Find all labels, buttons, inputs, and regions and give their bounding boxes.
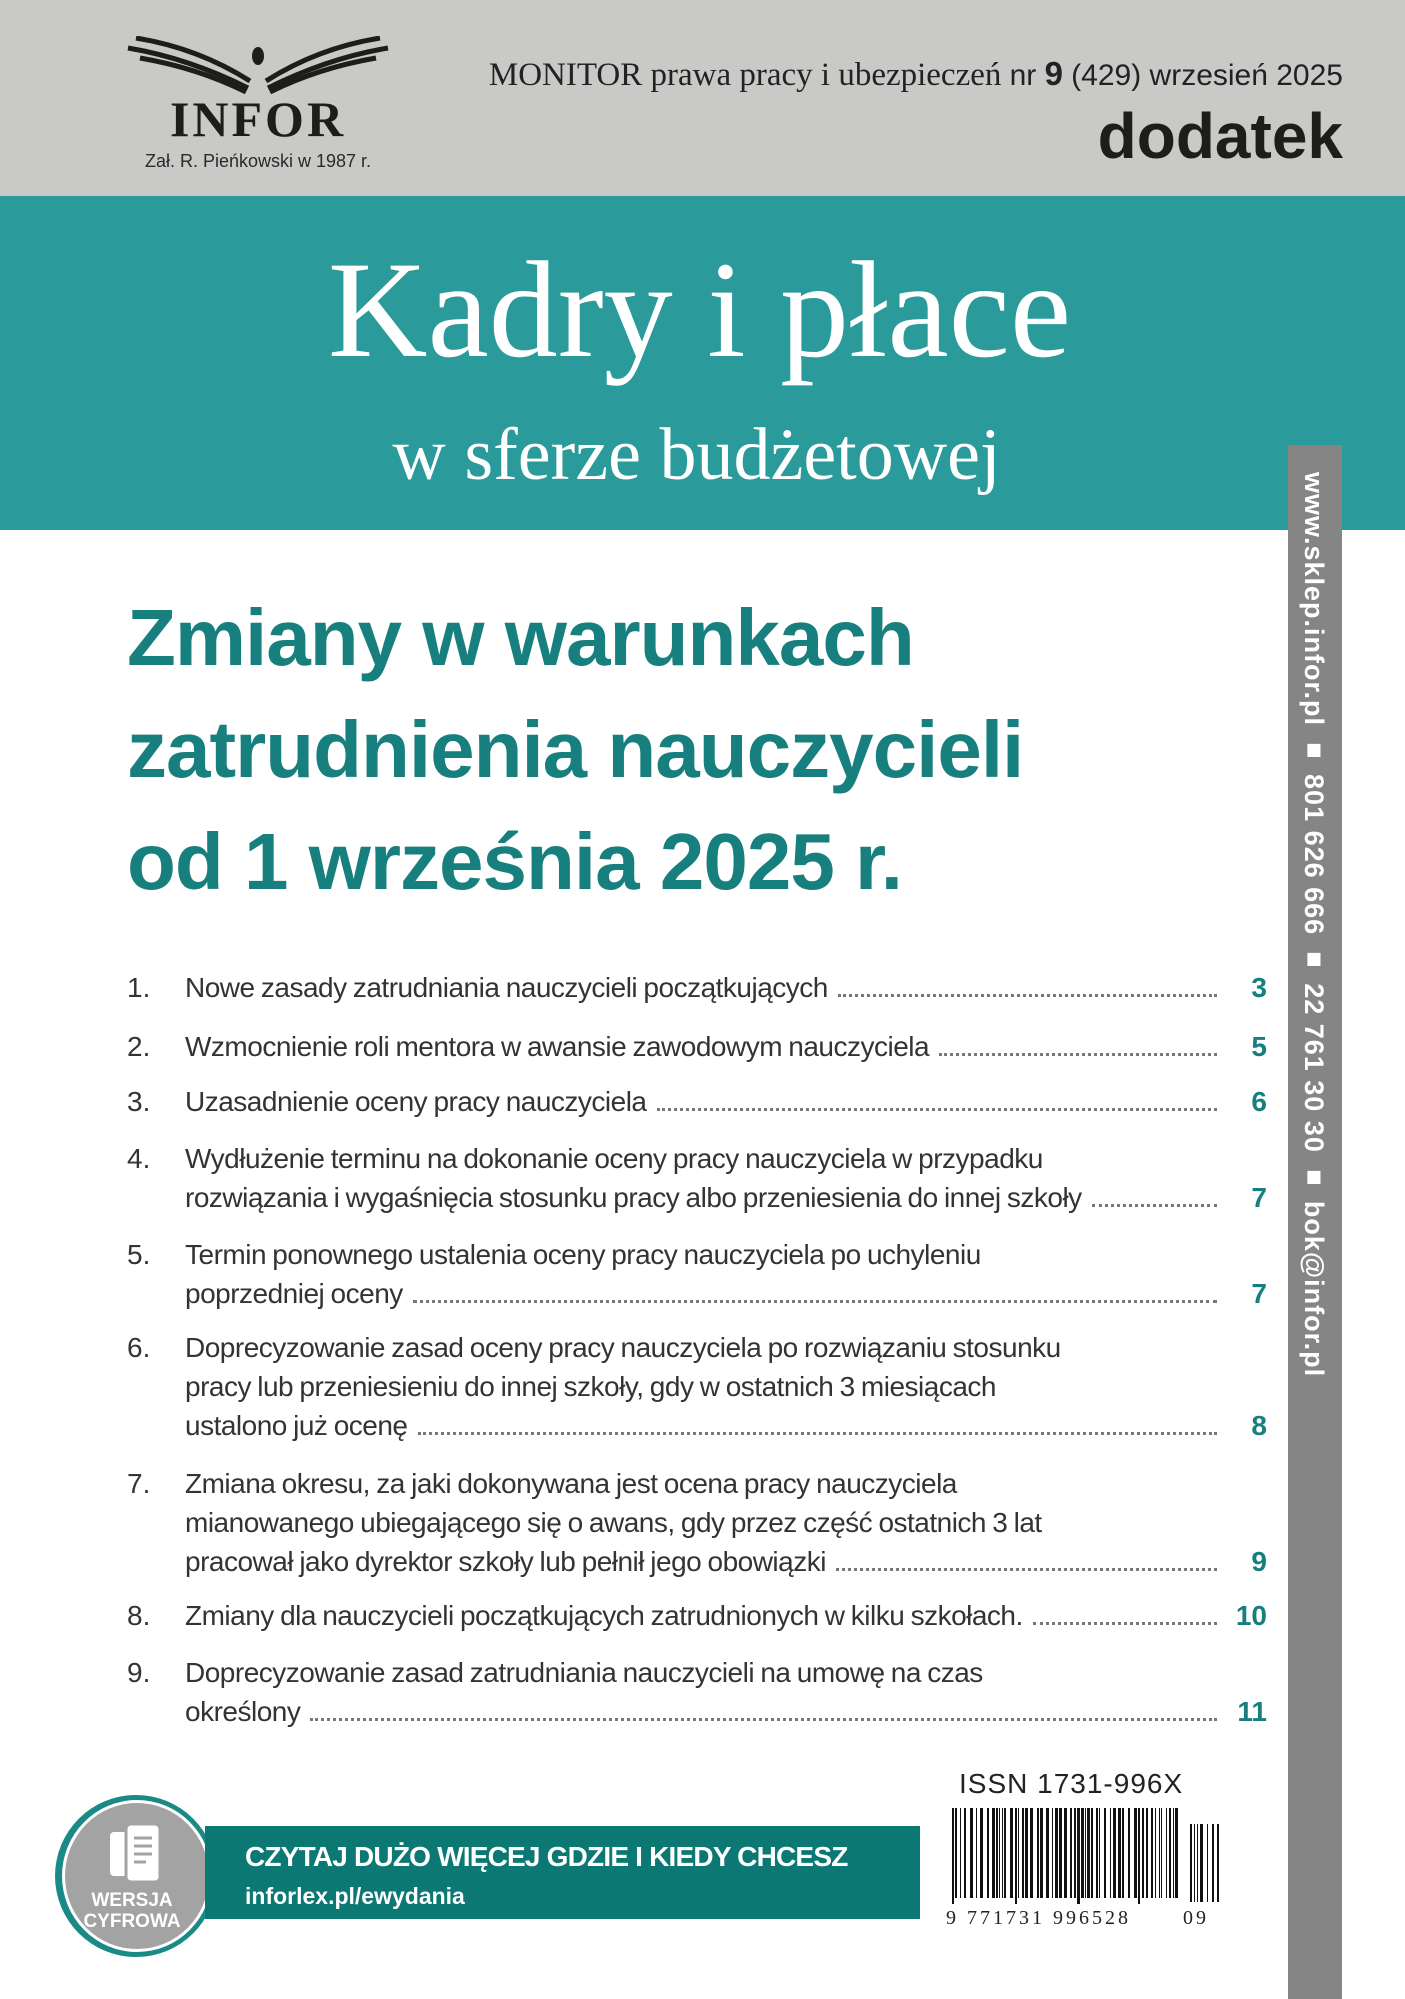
toc-line: Wydłużenie terminu na dokonanie oceny pracy nauczyciela w przypadku: [185, 1143, 1043, 1174]
digital-version-label: [62, 1890, 202, 1932]
infor-logo: [118, 36, 398, 176]
barcode-bar: [1207, 1824, 1208, 1902]
toc-line: Termin ponownego ustalenia oceny pracy nauczyciela po uchyleniu: [185, 1239, 981, 1270]
barcode-bar: [1091, 1808, 1093, 1898]
toc-number: 7.: [127, 1468, 151, 1499]
toc-line-text: rozwiązania i wygaśnięcia stosunku pracy albo przeniesienia do innej szkoły: [185, 1182, 1082, 1213]
barcode-bar: [1212, 1824, 1214, 1902]
barcode-bar: [1155, 1808, 1156, 1898]
dot-leader: [418, 1432, 1217, 1435]
toc-page-number: 3: [1251, 972, 1267, 1003]
toc-item[interactable]: [127, 1082, 1267, 1121]
barcode-bar: [992, 1808, 995, 1898]
devices-icon: [108, 1822, 168, 1884]
barcode-addon: 09: [1183, 1907, 1209, 1929]
toc-title: [185, 968, 1217, 1007]
toc-line: Doprecyzowanie zasad oceny pracy nauczyciela po rozwiązaniu stosunku: [185, 1332, 1061, 1363]
banner-text: CZYTAJ DUŻO WIĘCEJ GDZIE I KIEDY CHCESZ: [245, 1841, 848, 1872]
publication-line: [489, 55, 1343, 95]
barcode-bar: [1151, 1808, 1153, 1898]
toc-number: 8.: [127, 1600, 151, 1631]
toc-line: [185, 1542, 1217, 1581]
toc-line: [185, 1692, 1217, 1731]
dot-leader: [657, 1108, 1218, 1111]
barcode-bar: [1134, 1808, 1137, 1898]
digital-label-line: CYFROWA: [83, 1911, 181, 1932]
toc-line-text: określony: [185, 1696, 301, 1727]
supplement-label: dodatek: [1097, 100, 1343, 172]
toc-title: [185, 1596, 1217, 1635]
toc-page-number: 9: [1251, 1546, 1267, 1577]
barcode-bar: [1004, 1808, 1006, 1898]
issue-heading: [127, 582, 1023, 918]
toc-title: [185, 1464, 1217, 1581]
toc-page-number: 6: [1251, 1086, 1267, 1117]
barcode-bar: [1159, 1808, 1160, 1898]
barcode-bar: [1081, 1808, 1084, 1898]
barcode-bar: [1099, 1808, 1100, 1898]
barcode: [950, 1808, 1235, 1904]
toc-line: [185, 1406, 1217, 1445]
toc-number: 4.: [127, 1143, 151, 1174]
barcode-bar: [1030, 1808, 1033, 1898]
header: [0, 0, 1405, 196]
barcode-number: [946, 1906, 1209, 1930]
issue-number: 9: [1044, 55, 1063, 92]
barcode-bar: [1200, 1824, 1203, 1902]
toc-line: [185, 1596, 1217, 1635]
toc-title: [185, 1235, 1217, 1313]
toc-item[interactable]: [127, 1235, 1267, 1313]
barcode-bar: [1138, 1808, 1140, 1904]
barcode-bar: [1113, 1808, 1116, 1898]
toc-line: [185, 1082, 1217, 1121]
toc-page-number: 11: [1237, 1696, 1267, 1727]
barcode-bar: [1074, 1808, 1076, 1898]
barcode-bar: [1025, 1808, 1028, 1898]
toc-title: [185, 1082, 1217, 1121]
toc-line-text: Uzasadnienie oceny pracy nauczyciela: [185, 1086, 647, 1117]
toc-page-number: 5: [1251, 1031, 1267, 1062]
barcode-bar: [1104, 1808, 1106, 1898]
dot-leader: [838, 994, 1217, 997]
toc-line: [185, 1178, 1217, 1217]
toc-line: mianowanego ubiegającego się o awans, gdy przez część ostatnich 3 lat: [185, 1507, 1042, 1538]
heading-line: zatrudnienia nauczycieli: [127, 705, 1024, 794]
toc-number: 2.: [127, 1031, 151, 1062]
dot-leader: [413, 1300, 1217, 1303]
barcode-bar: [987, 1808, 989, 1898]
barcode-bar: [1190, 1824, 1192, 1902]
barcode-bar: [952, 1808, 954, 1904]
toc-page-number: 7: [1251, 1182, 1267, 1213]
issn: ISSN 1731-996X: [959, 1768, 1184, 1799]
barcode-digits: 9 771731 996528: [946, 1907, 1131, 1929]
barcode-bar: [999, 1808, 1000, 1898]
barcode-bar: [1128, 1808, 1130, 1898]
dot-leader: [310, 1718, 1217, 1721]
barcode-bar: [1142, 1808, 1144, 1898]
barcode-bar: [976, 1808, 977, 1898]
barcode-bar: [1002, 1808, 1003, 1898]
toc-number: 9.: [127, 1657, 151, 1688]
barcode-bar: [1018, 1808, 1019, 1898]
barcode-bar: [964, 1808, 966, 1898]
barcode-bar: [1087, 1808, 1090, 1898]
toc-line-text: ustalono już ocenę: [185, 1410, 408, 1441]
toc-title: [185, 1027, 1217, 1066]
barcode-bar: [1194, 1824, 1195, 1902]
logo-text: INFOR: [169, 91, 347, 147]
toc-item[interactable]: [127, 1027, 1267, 1066]
toc-line: [185, 1274, 1217, 1313]
barcode-bar: [980, 1808, 983, 1898]
toc-number: 3.: [127, 1086, 151, 1117]
barcode-bar: [1010, 1808, 1013, 1898]
toc-number: 1.: [127, 972, 151, 1003]
barcode-bar: [1217, 1824, 1219, 1902]
barcode-bar: [1070, 1808, 1072, 1898]
toc-number: 5.: [127, 1239, 151, 1270]
barcode-bar: [1040, 1808, 1043, 1898]
barcode-bar: [960, 1808, 961, 1898]
dot-leader: [1092, 1204, 1217, 1207]
infor-book-icon: [118, 36, 398, 94]
contact-text: www.sklep.infor.pl ■ 801 626 666 ■ 22 761 30 30 ■ bok@infor.pl: [1299, 472, 1329, 1378]
logo-subtitle: Zał. R. Pieńkowski w 1987 r.: [144, 151, 372, 171]
magazine-title: Kadry i płace: [327, 233, 1072, 386]
toc-line-text: Zmiany dla nauczycieli początkujących zatrudnionych w kilku szkołach.: [185, 1600, 1023, 1631]
toc-page-number: 8: [1251, 1410, 1267, 1441]
issue-prefix: nr: [1009, 59, 1037, 92]
barcode-bar: [1173, 1808, 1174, 1898]
toc-page-number: 7: [1251, 1278, 1267, 1309]
barcode-bar: [1096, 1808, 1098, 1898]
toc-item[interactable]: [127, 968, 1267, 1007]
barcode-bar: [1110, 1808, 1111, 1898]
toc-line: Zmiana okresu, za jaki dokonywana jest ocena pracy nauczyciela: [185, 1468, 957, 1499]
barcode-bar: [1169, 1808, 1171, 1898]
barcode-bar: [1037, 1808, 1039, 1898]
barcode-bar: [1064, 1808, 1067, 1898]
dot-leader: [939, 1053, 1217, 1056]
barcode-bar: [1046, 1808, 1049, 1898]
digital-label-line: WERSJA: [91, 1890, 173, 1911]
barcode-bar: [1022, 1808, 1024, 1898]
barcode-bar: [1122, 1808, 1124, 1898]
barcode-bar: [1077, 1808, 1080, 1904]
toc-line: Doprecyzowanie zasad zatrudniania nauczycieli na umowę na czas: [185, 1657, 983, 1688]
heading-line: Zmiany w warunkach: [127, 593, 914, 682]
toc-title: [185, 1328, 1217, 1445]
barcode-bar: [1059, 1808, 1062, 1898]
barcode-bar: [1085, 1808, 1086, 1898]
toc-number: 6.: [127, 1332, 151, 1363]
toc-title: [185, 1139, 1217, 1217]
toc-page-number: 10: [1235, 1600, 1267, 1631]
toc-item[interactable]: [127, 1464, 1267, 1581]
toc-line-text: Wzmocnienie roli mentora w awansie zawodowym nauczyciela: [185, 1031, 930, 1062]
barcode-bar: [970, 1808, 973, 1898]
toc-line: pracy lub przeniesieniu do innej szkoły, gdy w ostatnich 3 miesiącach: [185, 1371, 996, 1402]
barcode-bar: [1166, 1808, 1167, 1898]
barcode-bar: [996, 1808, 998, 1898]
issue-date: (429) wrzesień 2025: [1071, 59, 1343, 92]
toc-item[interactable]: [127, 1139, 1267, 1217]
barcode-bar: [955, 1808, 957, 1898]
barcode-bar: [1052, 1808, 1053, 1898]
barcode-bar: [1055, 1808, 1058, 1898]
toc-line: [185, 1027, 1217, 1066]
toc-item[interactable]: [127, 1596, 1267, 1635]
barcode-bar: [1118, 1808, 1121, 1898]
toc-line-text: poprzedniej oceny: [185, 1278, 403, 1309]
publication-name: MONITOR prawa pracy i ubezpieczeń: [488, 57, 1002, 93]
toc-line-text: Nowe zasady zatrudniania nauczycieli początkujących: [185, 972, 828, 1003]
barcode-bar: [1161, 1808, 1162, 1898]
barcode-bar: [1175, 1808, 1178, 1898]
dot-leader: [1033, 1622, 1217, 1625]
toc-line: [185, 968, 1217, 1007]
dot-leader: [836, 1568, 1217, 1571]
toc-item[interactable]: [127, 1328, 1267, 1445]
magazine-subtitle: w sferze budżetowej: [392, 414, 1001, 496]
toc-item[interactable]: [127, 1653, 1267, 1731]
barcode-bar: [1197, 1824, 1198, 1902]
toc-line-text: pracował jako dyrektor szkoły lub pełnił jego obowiązki: [185, 1546, 826, 1577]
banner-link[interactable]: inforlex.pl/ewydania: [245, 1883, 465, 1909]
digital-edition-banner[interactable]: [205, 1826, 920, 1919]
toc-title: [185, 1653, 1217, 1731]
barcode-bar: [1015, 1808, 1017, 1904]
heading-line: od 1 września 2025 r.: [127, 817, 902, 906]
barcode-bar: [1146, 1808, 1148, 1898]
